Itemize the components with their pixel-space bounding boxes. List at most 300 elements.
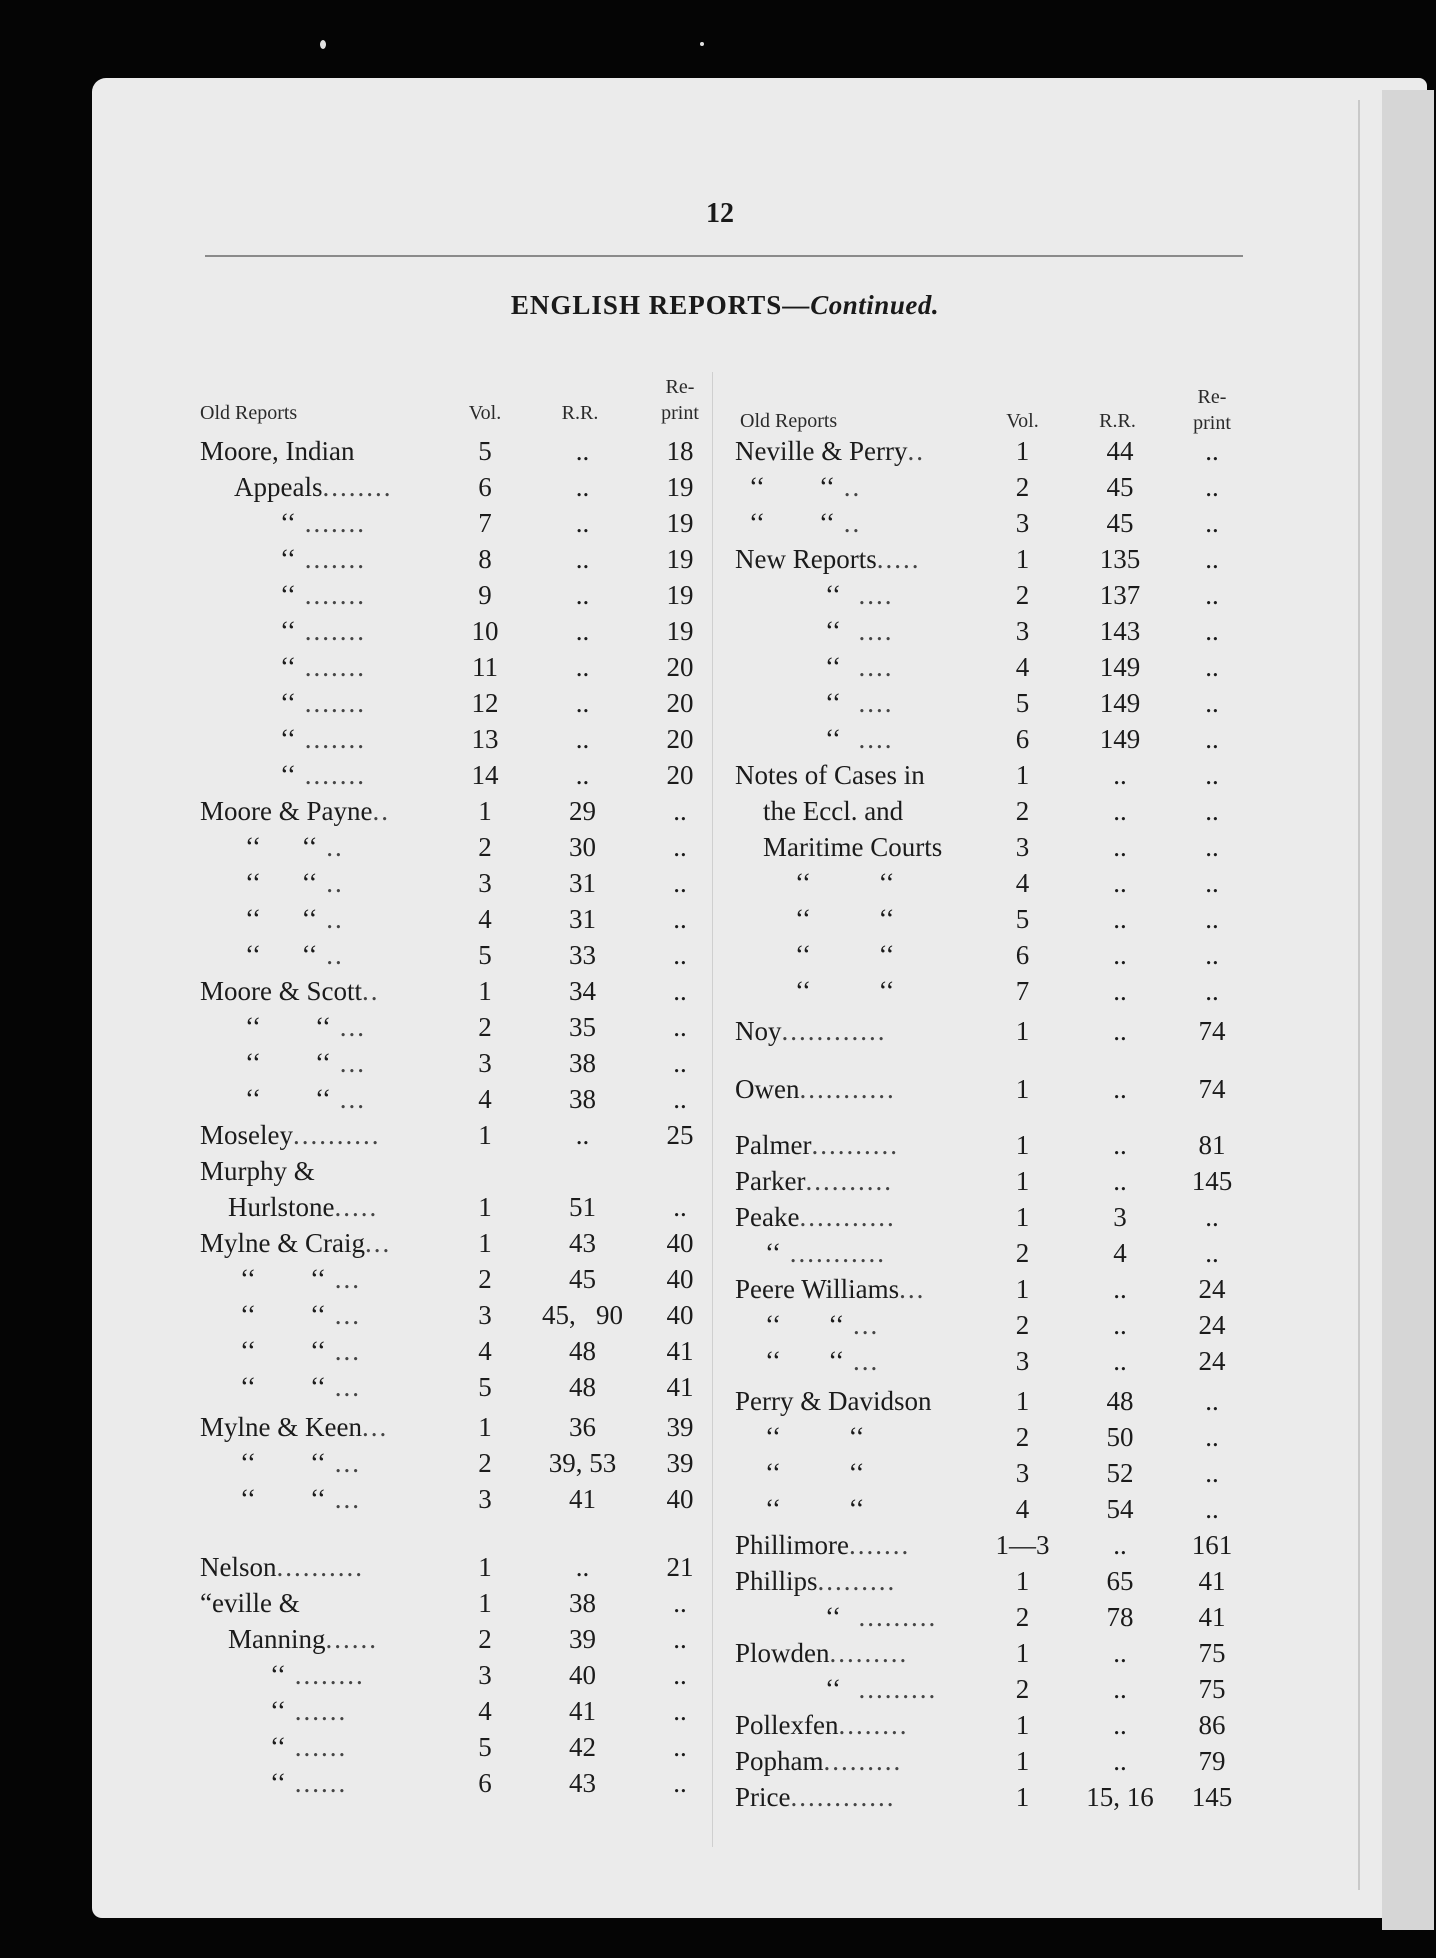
report-name — [280, 758, 455, 792]
reprint-cell: 21 — [666, 1552, 694, 1582]
header-rr-right: R.R. — [1099, 410, 1136, 432]
reprint-cell: 75 — [1198, 1638, 1226, 1668]
report-name — [200, 794, 455, 828]
dot-leader: .. — [317, 940, 344, 970]
report-name — [795, 902, 990, 936]
report-name-text: Noy — [735, 1016, 782, 1046]
dot-leader: .......... — [811, 1130, 899, 1160]
reprint-cell: 41 — [1198, 1566, 1226, 1596]
report-name-text: ‘‘ — [280, 688, 296, 718]
volume-cell: 1 — [478, 976, 492, 1006]
reprint-cell: 24 — [1198, 1310, 1226, 1340]
volume-cell: 3 — [1015, 616, 1030, 646]
report-name — [200, 434, 455, 468]
report-name-text: Price — [735, 1782, 791, 1812]
dot-leader: ....... — [295, 544, 366, 574]
report-name-text: ‘‘ ‘‘ — [765, 1458, 865, 1488]
report-name-text: Perry & Davidson — [735, 1386, 932, 1416]
rr-cell: 78 — [1106, 1602, 1134, 1632]
report-name-text: Parker — [735, 1166, 806, 1196]
report-name — [735, 542, 990, 576]
dot-leader: .. — [907, 436, 925, 466]
reprint-cell: 40 — [666, 1264, 694, 1294]
report-name — [765, 1344, 990, 1378]
reprint-cell: .. — [673, 1048, 687, 1078]
reprint-cell: .. — [1205, 1494, 1219, 1524]
report-name-text: ‘‘ ‘‘ — [240, 1484, 326, 1514]
dot-leader: ..... — [876, 544, 921, 574]
report-name-text: Phillips — [735, 1566, 818, 1596]
report-name-text: ‘‘ — [280, 544, 296, 574]
rr-cell: .. — [575, 1552, 590, 1582]
report-name — [200, 1226, 455, 1260]
report-name-text: Moore & Scott — [200, 976, 362, 1006]
report-name — [749, 470, 990, 504]
reprint-cell: .. — [673, 796, 687, 826]
dot-leader: ......... — [823, 1746, 903, 1776]
report-name-text: Moore, Indian — [200, 436, 355, 466]
reprint-cell: 40 — [666, 1228, 694, 1258]
rr-cell: .. — [575, 760, 590, 790]
reprint-cell: .. — [1205, 724, 1219, 754]
volume-cell: 1 — [1015, 1016, 1030, 1046]
report-name — [228, 1622, 455, 1656]
report-name-text: Peere Williams — [735, 1274, 900, 1304]
reprint-cell: .. — [1205, 940, 1219, 970]
dot-leader: ... — [330, 1048, 366, 1078]
report-name-text: ‘‘ ‘‘ — [245, 1084, 331, 1114]
rr-cell: 41 — [569, 1696, 596, 1726]
report-name-text: ‘‘ ‘‘ — [245, 868, 318, 898]
rr-cell: .. — [575, 652, 590, 682]
report-name — [749, 506, 990, 540]
rr-cell: 42 — [569, 1732, 596, 1762]
report-name-text: “eville & — [200, 1588, 300, 1618]
volume-cell: 2 — [1015, 472, 1030, 502]
rr-cell: .. — [1113, 1638, 1127, 1668]
reprint-cell: .. — [1205, 796, 1219, 826]
rr-cell: .. — [1113, 1746, 1127, 1776]
report-name-text: ‘‘ ‘‘ — [795, 904, 895, 934]
dot-leader: ....... — [295, 760, 366, 790]
rr-cell: .. — [1113, 1530, 1127, 1560]
report-name-text: ‘‘ ‘‘ — [245, 940, 318, 970]
dot-leader: ......... — [840, 1674, 938, 1704]
rr-cell: 31 — [569, 868, 596, 898]
rr-cell: .. — [1113, 1130, 1127, 1160]
rr-cell: 135 — [1099, 544, 1141, 574]
report-name-text: ‘‘ — [825, 1602, 841, 1632]
report-name — [735, 1164, 990, 1198]
volume-cell: 2 — [1015, 1674, 1030, 1704]
dot-leader: ............ — [781, 1016, 887, 1046]
report-name-text: Manning — [228, 1624, 326, 1654]
dot-leader: ... — [364, 1228, 392, 1258]
report-name — [280, 506, 455, 540]
dot-leader: ......... — [817, 1566, 897, 1596]
reprint-cell: .. — [673, 1192, 687, 1222]
rr-cell: 29 — [569, 796, 596, 826]
reprint-cell: .. — [1205, 1458, 1219, 1488]
rr-cell: .. — [1113, 976, 1127, 1006]
rr-cell: .. — [1113, 940, 1127, 970]
rr-cell: .. — [1113, 1074, 1127, 1104]
reprint-cell: 20 — [666, 724, 694, 754]
report-name — [245, 866, 455, 900]
dot-leader: .... — [840, 688, 894, 718]
report-name — [735, 1272, 990, 1306]
volume-cell: 12 — [471, 688, 499, 718]
rr-cell: 38 — [569, 1084, 596, 1114]
report-name — [825, 614, 990, 648]
dot-leader: ......... — [840, 1602, 938, 1632]
page-fold-line — [1358, 100, 1360, 1890]
reprint-cell: 24 — [1198, 1274, 1226, 1304]
reprint-cell: .. — [673, 904, 687, 934]
volume-cell: 1 — [1015, 1782, 1030, 1812]
dot-leader: .......... — [805, 1166, 893, 1196]
report-name-text: ‘‘ ‘‘ — [795, 976, 895, 1006]
rr-cell: 45 — [1106, 508, 1134, 538]
volume-cell: 2 — [478, 1448, 492, 1478]
report-name — [735, 1744, 990, 1778]
report-name — [763, 794, 990, 828]
report-name — [825, 686, 990, 720]
volume-cell: 4 — [478, 1084, 492, 1114]
header-reprint-top-right: Re- — [1197, 386, 1227, 408]
report-name-text: Phillimore — [735, 1530, 849, 1560]
volume-cell: 1 — [1015, 1566, 1030, 1596]
report-name-text: ‘‘ — [825, 1674, 841, 1704]
report-name — [280, 722, 455, 756]
report-name-text: ‘‘ ‘‘ — [765, 1422, 865, 1452]
dot-leader: .... — [840, 724, 894, 754]
rr-cell: 30 — [569, 832, 596, 862]
dot-leader: ........... — [799, 1202, 896, 1232]
volume-cell: 4 — [478, 904, 492, 934]
reprint-cell: 39 — [666, 1448, 694, 1478]
rr-cell: 39 — [569, 1624, 596, 1654]
report-name — [200, 1586, 455, 1620]
rr-cell: 15, 16 — [1086, 1782, 1154, 1812]
dot-leader: ... — [325, 1484, 361, 1514]
rr-cell: 34 — [569, 976, 596, 1006]
reprint-cell: 19 — [666, 544, 694, 574]
reprint-cell: 25 — [666, 1120, 694, 1150]
volume-cell: 2 — [1015, 1422, 1030, 1452]
volume-cell: 1 — [478, 1192, 492, 1222]
report-name — [270, 1730, 455, 1764]
dot-leader: .... — [840, 580, 894, 610]
report-name — [280, 614, 455, 648]
report-name-text: ‘‘ — [825, 652, 841, 682]
report-name — [795, 938, 990, 972]
rr-cell: 45 — [1106, 472, 1134, 502]
volume-cell: 4 — [1015, 1494, 1030, 1524]
header-reprint-top-left: Re- — [665, 376, 695, 398]
volume-cell: 3 — [478, 1484, 492, 1514]
volume-cell: 7 — [478, 508, 492, 538]
volume-cell: 1 — [478, 1228, 492, 1258]
reprint-cell: .. — [1205, 436, 1219, 466]
reprint-cell: 81 — [1198, 1130, 1226, 1160]
rr-cell: .. — [575, 616, 590, 646]
report-name — [735, 1072, 990, 1106]
report-name — [765, 1308, 990, 1342]
reprint-cell: .. — [1205, 580, 1219, 610]
volume-cell: 4 — [1015, 868, 1030, 898]
reprint-cell: .. — [673, 832, 687, 862]
reprint-cell: .. — [1205, 976, 1219, 1006]
reprint-cell: .. — [673, 1732, 687, 1762]
report-name-text: Mylne & Craig — [200, 1228, 365, 1258]
reprint-cell: .. — [673, 1624, 687, 1654]
dot-leader: ... — [899, 1274, 926, 1304]
heading-continued: Continued. — [810, 290, 940, 320]
rr-cell: .. — [575, 436, 590, 466]
reprint-cell: .. — [673, 1768, 687, 1798]
dot-leader: ........ — [838, 1710, 909, 1740]
heading-main: ENGLISH REPORTS— — [510, 290, 811, 320]
scan-speck — [320, 40, 326, 49]
reprint-cell: 75 — [1198, 1674, 1226, 1704]
dot-leader: .. — [317, 832, 344, 862]
report-name-text: New Reports — [735, 544, 877, 574]
header-vol-right: Vol. — [1006, 410, 1039, 432]
dot-leader: ...... — [285, 1732, 348, 1762]
rr-cell: .. — [1113, 832, 1127, 862]
report-name — [765, 1420, 990, 1454]
volume-cell: 1 — [1015, 1386, 1030, 1416]
dot-leader: .......... — [292, 1120, 381, 1150]
volume-cell: 1 — [478, 1412, 492, 1442]
report-name-text: ‘‘ — [280, 760, 296, 790]
reprint-cell: .. — [673, 1660, 687, 1690]
reprint-cell: .. — [1205, 832, 1219, 862]
dot-leader: .... — [840, 616, 894, 646]
report-name-text: ‘‘ — [825, 724, 841, 754]
dot-leader: ... — [325, 1264, 361, 1294]
report-name — [245, 1010, 455, 1044]
report-name — [240, 1262, 455, 1296]
volume-cell: 9 — [478, 580, 492, 610]
rr-cell: 48 — [1106, 1386, 1134, 1416]
report-name-text: Maritime Courts — [763, 832, 943, 862]
report-name-text: Murphy & — [200, 1156, 315, 1186]
report-name-text: ‘‘ ‘‘ — [240, 1372, 326, 1402]
dot-leader: ... — [844, 1346, 880, 1376]
rr-cell: 39, 53 — [548, 1448, 617, 1478]
report-name — [245, 1046, 455, 1080]
report-name-text: ‘‘ ‘‘ — [240, 1448, 326, 1478]
rr-cell: 36 — [569, 1412, 596, 1442]
reprint-cell: .. — [1205, 472, 1219, 502]
report-name — [825, 722, 990, 756]
volume-cell: 3 — [1015, 1346, 1030, 1376]
report-name — [234, 470, 455, 504]
rr-cell: 41 — [569, 1484, 596, 1514]
rr-cell: 51 — [569, 1192, 596, 1222]
rr-cell: 149 — [1099, 724, 1141, 754]
volume-cell: 1 — [478, 796, 492, 826]
volume-cell: 5 — [1015, 904, 1030, 934]
reprint-cell: .. — [1205, 544, 1219, 574]
volume-cell: 3 — [1015, 508, 1030, 538]
report-name — [825, 650, 990, 684]
dot-leader: ...... — [285, 1768, 348, 1798]
report-name — [200, 1410, 455, 1444]
report-name-text: ‘‘ ‘‘ — [795, 940, 895, 970]
report-name — [280, 650, 455, 684]
dot-leader: ...... — [325, 1624, 378, 1654]
rr-cell: .. — [575, 472, 590, 502]
dot-leader: ............ — [790, 1782, 896, 1812]
dot-leader: ....... — [295, 652, 366, 682]
reprint-cell: 79 — [1198, 1746, 1226, 1776]
volume-cell: 11 — [472, 652, 498, 682]
volume-cell: 1 — [478, 1552, 492, 1582]
reprint-cell: .. — [1205, 616, 1219, 646]
report-name-text: Nelson — [200, 1552, 277, 1582]
reprint-cell: 74 — [1198, 1016, 1226, 1046]
reprint-cell: 86 — [1198, 1710, 1226, 1740]
report-name — [200, 1550, 455, 1584]
report-name-text: ‘‘ — [280, 652, 296, 682]
report-name-text: Neville & Perry — [735, 436, 908, 466]
report-name-text: ‘‘ — [270, 1768, 286, 1798]
reprint-cell: 18 — [666, 436, 694, 466]
rr-cell: .. — [1113, 1710, 1127, 1740]
volume-cell: 3 — [1015, 832, 1030, 862]
report-name-text: ‘‘ — [270, 1660, 286, 1690]
report-name-text: ‘‘ — [280, 508, 296, 538]
report-name-text: Pollexfen — [735, 1710, 839, 1740]
volume-cell: 4 — [478, 1696, 492, 1726]
rr-cell: .. — [1113, 904, 1127, 934]
rr-cell: 31 — [569, 904, 596, 934]
reprint-cell: .. — [1205, 652, 1219, 682]
report-name-text: ‘‘ — [270, 1732, 286, 1762]
page-number: 12 — [706, 198, 734, 229]
reprint-cell: 161 — [1191, 1530, 1233, 1560]
rr-cell: .. — [1113, 1674, 1127, 1704]
report-name — [765, 1236, 990, 1270]
dot-leader: .. — [834, 472, 862, 502]
report-name — [240, 1482, 455, 1516]
rr-cell: .. — [1113, 1016, 1127, 1046]
rr-cell: .. — [1113, 760, 1127, 790]
report-name — [825, 1672, 990, 1706]
volume-cell: 1 — [1015, 1202, 1030, 1232]
report-name-text: ‘‘ ‘‘ — [795, 868, 895, 898]
reprint-cell: 19 — [666, 472, 694, 502]
reprint-cell: .. — [1205, 1202, 1219, 1232]
rr-cell: 45 — [569, 1264, 596, 1294]
rr-cell: 45, 90 — [542, 1300, 623, 1330]
report-name-text: Palmer — [735, 1130, 812, 1160]
report-name — [280, 578, 455, 612]
volume-cell: 3 — [478, 1660, 492, 1690]
rr-cell: 33 — [569, 940, 596, 970]
volume-cell: 1—3 — [995, 1530, 1050, 1560]
report-name-text: ‘‘ — [765, 1238, 781, 1268]
reprint-cell: .. — [1205, 760, 1219, 790]
rr-cell: .. — [575, 688, 590, 718]
dot-leader: .... — [840, 652, 894, 682]
rr-cell: .. — [1113, 1346, 1127, 1376]
reprint-cell: .. — [1205, 868, 1219, 898]
volume-cell: 1 — [1015, 1074, 1030, 1104]
header-reprint-bottom-left: print — [661, 402, 699, 424]
reprint-cell: .. — [673, 1696, 687, 1726]
report-name-text: Plowden — [735, 1638, 830, 1668]
report-name — [200, 1154, 455, 1188]
rr-cell: .. — [1113, 1310, 1127, 1340]
reprint-cell: 145 — [1191, 1166, 1233, 1196]
dot-leader: .. — [372, 796, 390, 826]
dot-leader: .. — [362, 976, 380, 1006]
volume-cell: 1 — [1015, 1710, 1030, 1740]
reprint-cell: 74 — [1198, 1074, 1226, 1104]
header-rr-left: R.R. — [561, 402, 599, 424]
rr-cell: .. — [575, 580, 590, 610]
report-name-text: ‘‘ — [270, 1696, 286, 1726]
report-name — [200, 974, 455, 1008]
dot-leader: ....... — [295, 580, 366, 610]
report-name — [245, 830, 455, 864]
dot-leader: ....... — [295, 508, 366, 538]
volume-cell: 2 — [478, 1012, 492, 1042]
volume-cell: 1 — [1015, 760, 1030, 790]
rr-cell: 38 — [569, 1048, 596, 1078]
rr-cell: .. — [1113, 1166, 1127, 1196]
dot-leader: ... — [325, 1372, 361, 1402]
dot-leader: ........... — [799, 1074, 896, 1104]
volume-cell: 8 — [478, 544, 492, 574]
dot-leader: ......... — [829, 1638, 909, 1668]
rr-cell: .. — [1113, 868, 1127, 898]
reprint-cell: .. — [1205, 688, 1219, 718]
volume-cell: 2 — [1015, 1238, 1030, 1268]
volume-cell: 5 — [478, 1732, 492, 1762]
report-name — [735, 758, 990, 792]
header-old-reports-right: Old Reports — [740, 410, 838, 432]
report-name-text: ‘‘ — [280, 580, 296, 610]
report-name-text: Popham — [735, 1746, 824, 1776]
report-name — [270, 1658, 455, 1692]
dot-leader: .. — [317, 904, 344, 934]
volume-cell: 1 — [1015, 1130, 1030, 1160]
reprint-cell: 40 — [666, 1300, 694, 1330]
header-rule — [205, 255, 1243, 257]
dot-leader: ....... — [295, 724, 366, 754]
volume-cell: 10 — [471, 616, 499, 646]
dot-leader: ... — [325, 1336, 361, 1366]
rr-cell: .. — [1113, 1274, 1127, 1304]
report-name-text: Moore & Payne — [200, 796, 373, 826]
volume-cell: 4 — [478, 1336, 492, 1366]
volume-cell: 5 — [478, 436, 492, 466]
rr-cell: 52 — [1106, 1458, 1134, 1488]
reprint-cell: 41 — [666, 1336, 694, 1366]
dot-leader: .. — [834, 508, 862, 538]
reprint-cell: 40 — [666, 1484, 694, 1514]
reprint-cell: .. — [1205, 508, 1219, 538]
rr-cell: 3 — [1113, 1202, 1127, 1232]
report-name — [245, 902, 455, 936]
report-name-text: Moseley — [200, 1120, 293, 1150]
reprint-cell: 39 — [666, 1412, 694, 1442]
